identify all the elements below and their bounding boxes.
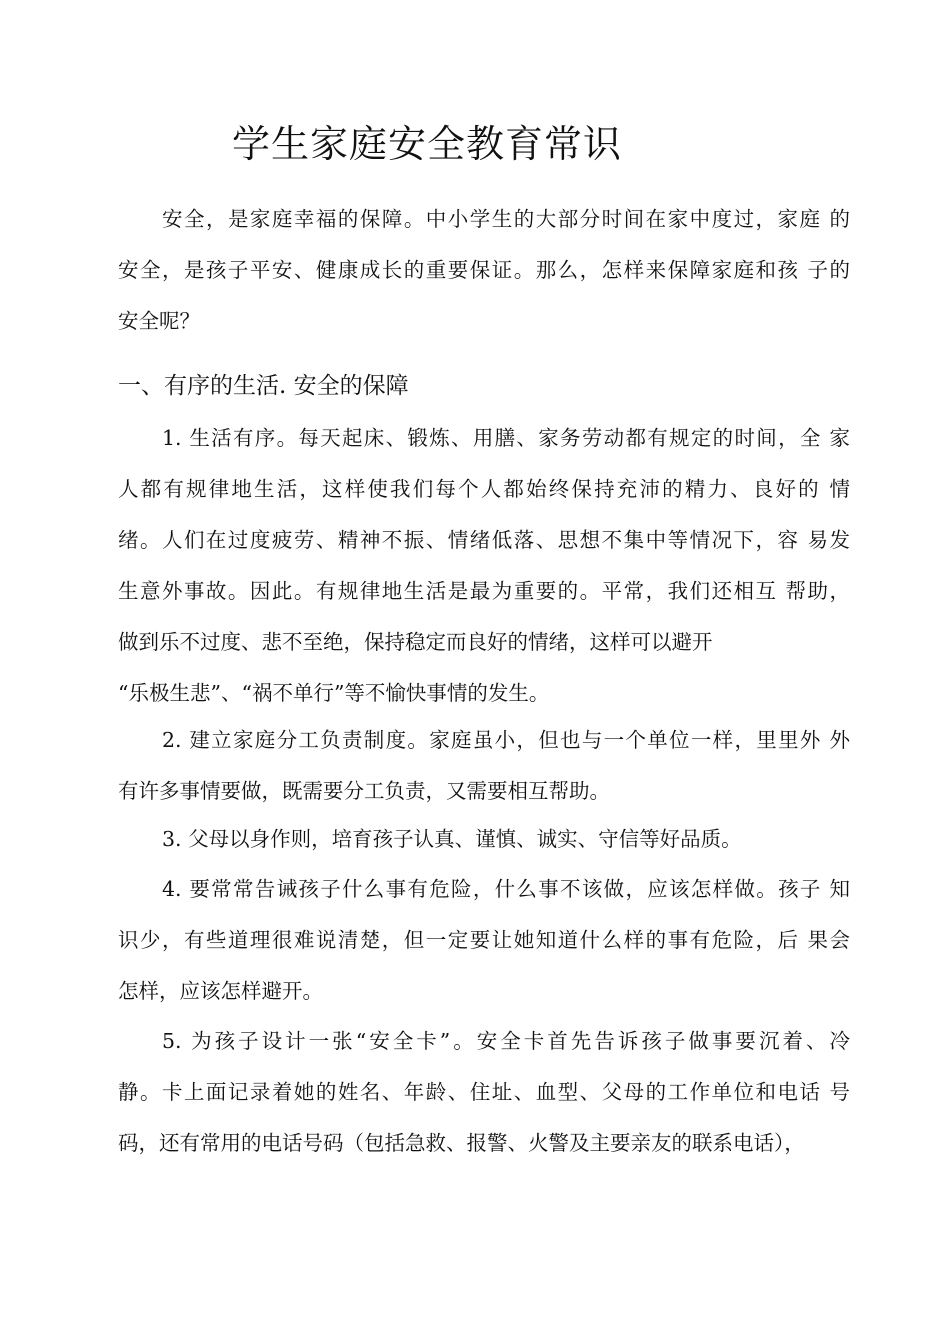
item-1-line-1: 1. 生活有序。每天起床、锻炼、用膳、家务劳动都有规定的时间，全 家 <box>162 426 850 450</box>
item-1-line-5: 做到乐不过度、悲不至绝，保持稳定而良好的情绪，这样可以避开 <box>118 630 713 654</box>
item-4-line-1: 4. 要常常告诫孩子什么事有危险，什么事不该做，应该怎样做。孩子 知 <box>162 877 850 901</box>
item-5-paragraph <box>118 1016 850 1169</box>
item-3-line-1: 3. 父母以身作则，培育孩子认真、谨慎、诚实、守信等好品质。 <box>162 827 742 851</box>
item-1-paragraph <box>118 413 850 719</box>
section-heading: 一、有序的生活. 安全的保障 <box>118 373 409 399</box>
document-title: 学生家庭安全教育常识 <box>232 122 623 166</box>
item-1-line-4: 生意外事故。因此。有规律地生活是最为重要的。平常，我们还相互 帮助， <box>118 579 850 603</box>
item-4-line-3: 怎样，应该怎样避开。 <box>118 979 323 1003</box>
item-5-line-3: 码，还有常用的电话号码（包括急救、报警、火警及主要亲友的联系电话）， <box>118 1131 805 1155</box>
item-2-paragraph <box>118 715 850 817</box>
item-1-line-3: 绪。人们在过度疲劳、精神不振、情绪低落、思想不集中等情况下，容 易发 <box>118 528 850 552</box>
intro-line-3: 安全呢？ <box>118 309 200 333</box>
item-5-line-1: 5. 为孩子设计一张“安全卡”。安全卡首先告诉孩子做事要沉着、冷 <box>162 1029 850 1053</box>
item-1-line-6: “乐极生悲”、“祸不单行”等不愉快事情的发生。 <box>118 681 550 705</box>
item-4-paragraph <box>118 864 850 1017</box>
item-2-line-1: 2. 建立家庭分工负责制度。家庭虽小，但也与一个单位一样，里里外 外 <box>162 728 850 752</box>
intro-line-2: 安全，是孩子平安、健康成长的重要保证。那么，怎样来保障家庭和孩 子的 <box>118 258 850 282</box>
item-2-line-2: 有许多事情要做，既需要分工负责，又需要相互帮助。 <box>118 779 610 803</box>
item-5-line-2: 静。卡上面记录着她的姓名、年龄、住址、血型、父母的工作单位和电话 号 <box>118 1080 850 1104</box>
item-3-paragraph <box>118 814 850 865</box>
item-1-line-2: 人都有规律地生活，这样使我们每个人都始终保持充沛的精力、良好的 情 <box>118 477 850 501</box>
intro-paragraph <box>118 194 850 347</box>
intro-line-1: 安全，是家庭幸福的保障。中小学生的大部分时间在家中度过，家庭 的 <box>162 207 850 231</box>
item-4-line-2: 识少，有些道理很难说清楚，但一定要让她知道什么样的事有危险，后 果会 <box>118 928 850 952</box>
